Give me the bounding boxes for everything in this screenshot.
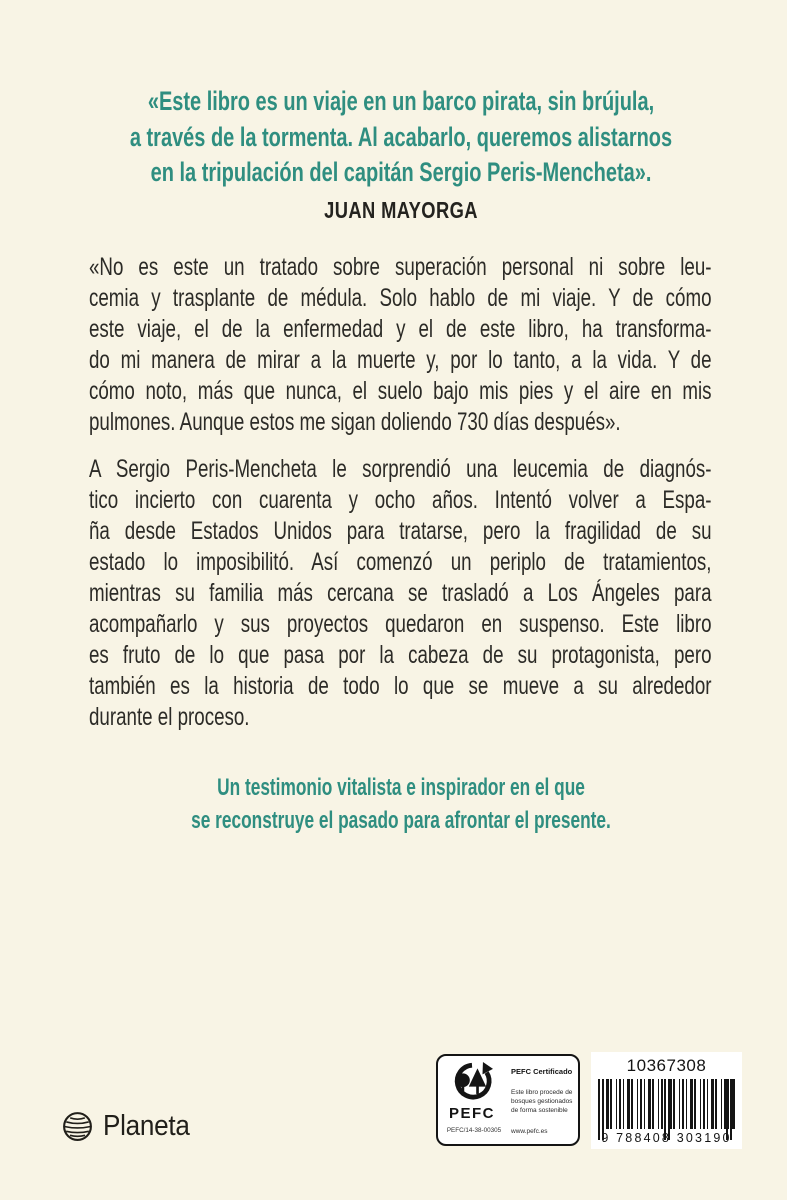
pefc-certificate-label bbox=[436, 1054, 580, 1146]
pefc-url: www.pefc.es bbox=[511, 1128, 548, 1135]
synopsis-paragraph: A Sergio Peris-Mencheta le sorprendió una leucemia de diagnós- tico incierto con cuarenta y ocho años. Intentó volver a Espa- ña desde Estados Unidos para tratarse, pero la fragilidad de su estado lo imposibilitó. Así comenzó un periplo de tratamientos, mientras su familia más cercana se trasladó a Los Ángeles para acompañarlo y sus proyectos quedaron en suspenso. Este libro es fruto de lo que pasa por la cabeza de su protagonista, pero también es la historia de todo lo que se mueve a su alrededor durante el proceso. bbox=[89, 455, 712, 731]
publisher-name: Planeta bbox=[103, 1110, 190, 1142]
endorsement-quote: «Este libro es un viaje en un barco pirata, sin brújula, a través de la tormenta. Al acabarlo, queremos alistarnos en la tripulación del capitán Sergio Peris-Mencheta». bbox=[129, 86, 672, 187]
author-quote-paragraph: «No es este un tratado sobre superación personal ni sobre leu- cemia y trasplante de médula. Solo hablo de mi viaje. Y de cómo este viaje, el de la enfermedad y el de este libro, ha transforma- do mi manera de mirar a la muerte y, por lo tanto, a la vida. Y de cómo noto, más que nunca, el suelo bajo mis pies y el aire en mis pulmones. Aunque estos me sigan doliendo 730 días después». bbox=[89, 253, 712, 436]
closing-tagline: Un testimonio vitalista e inspirador en el que se reconstruye el pasado para afrontar el presente. bbox=[190, 774, 611, 834]
endorsement-author: JUAN MAYORGA bbox=[323, 197, 478, 223]
pefc-trees-icon bbox=[449, 1062, 495, 1104]
pefc-wordmark: PEFC bbox=[448, 1105, 495, 1122]
barcode-product-code: 10367308 bbox=[626, 1056, 707, 1075]
planeta-globe-icon bbox=[61, 1110, 94, 1143]
barcode-bars-icon bbox=[598, 1079, 735, 1129]
barcode-isbn-digits: 9 788408 303190 bbox=[601, 1131, 732, 1145]
pefc-description: Este libro procede de bosques gestionados de forma sostenible bbox=[511, 1089, 573, 1114]
publisher-logo bbox=[61, 1110, 199, 1143]
pefc-certificate-code: PEFC/14-38-00305 bbox=[446, 1127, 502, 1134]
barcode-label bbox=[591, 1052, 742, 1149]
pefc-title: PEFC Certificado bbox=[511, 1067, 573, 1076]
